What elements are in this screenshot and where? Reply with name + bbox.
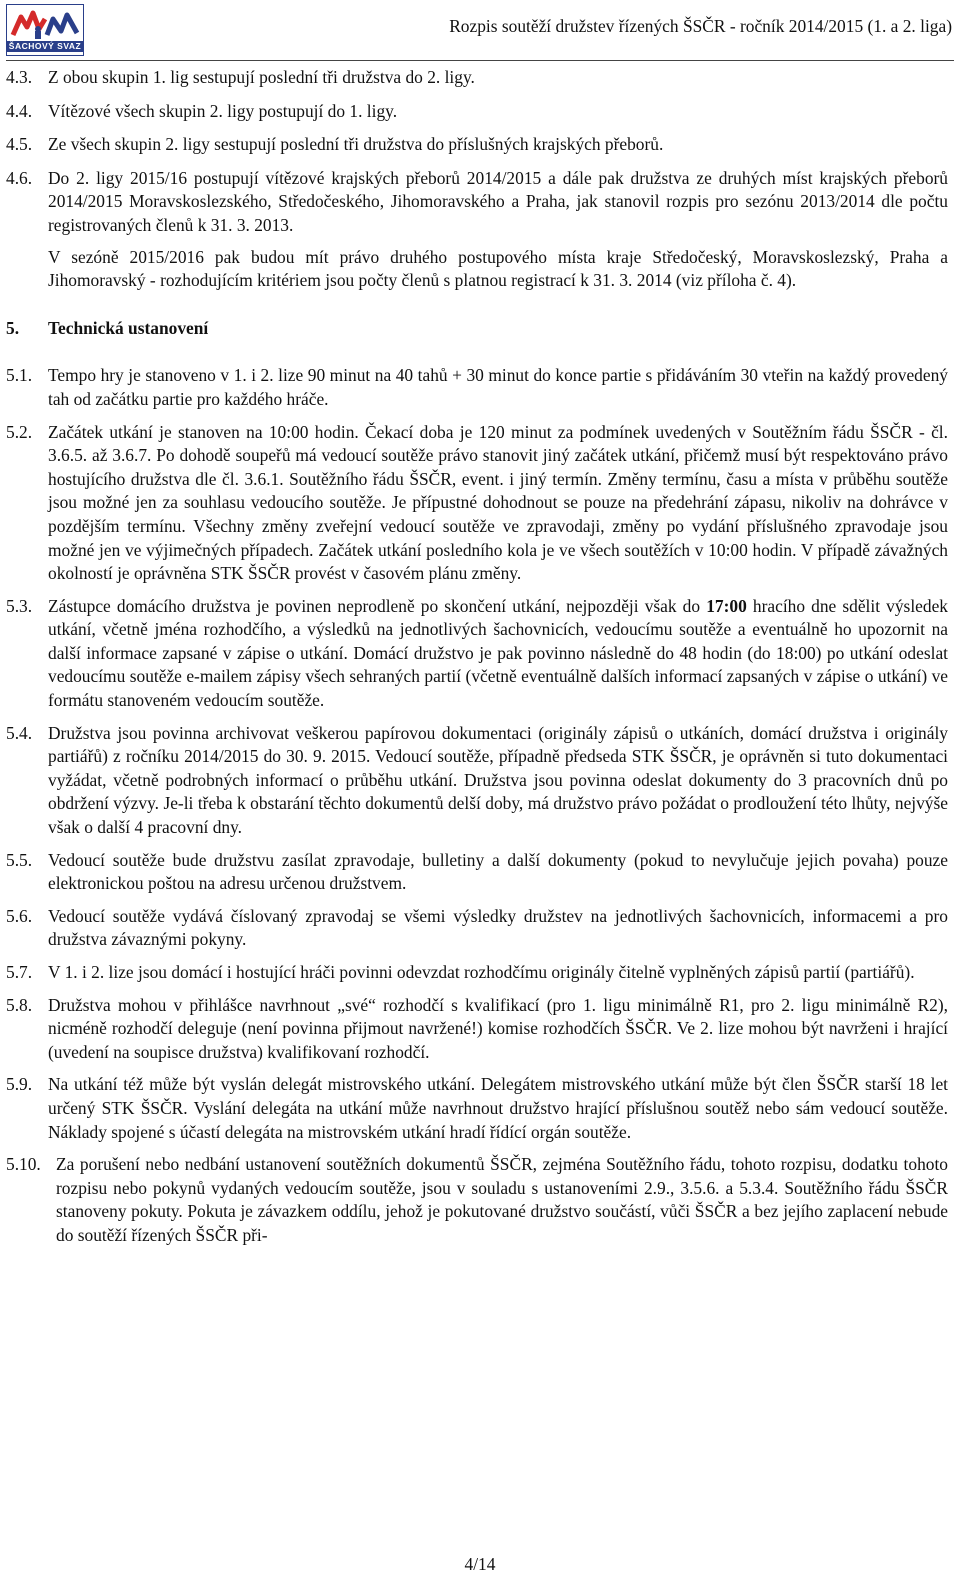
- clause-5-10: [6, 1153, 948, 1247]
- clause-text: Do 2. ligy 2015/16 postupují vítězové krajských přeborů 2014/2015 a dále pak družstva ze druhých míst krajských přeborů 2014/2015 Moravskoslezského, Středočeského, Jihomoravského a Praha, jak stanovil rozpis pro sezónu 2013/2014 dle počtu registrovaných členů k 31. 3. 2013.: [48, 167, 948, 235]
- clause-number: 4.6.: [6, 167, 33, 188]
- clause-5-4: [6, 722, 948, 840]
- clause-number: 5.1.: [6, 365, 33, 386]
- clause-text: Začátek utkání je stanoven na 10:00 hodin. Čekací doba je 120 minut za podmínek uvedených v Soutěžním řádu ŠSČR - čl. 3.6.5. až 3.6.7. Po dohodě soupeřů má vedoucí soutěže právo stanovit jiný začátek utkání, přičemž musí být respektováno právo hostujícího družstva dle čl. 3.6.1. Soutěžního řádu ŠSČR, event. i jiný termín. Změny termínu, času a místa v průběhu soutěže jsou možné jen za souhlasu vedoucího soutěže. Je přípustné dohodnout se pouze na předehrání zápasu, nikoliv na dohrávce v pozdějším termínu. Všechny změny zveřejní vedoucí soutěže ve zpravodaji, změny po vydání příslušného zpravodaje jsou možné jen ve výjimečných případech. Začátek utkání posledního kola je ve všech soutěžích v 10:00 hodin. V případě závažných okolností je oprávněna STK ŠSČR provést v časovém plánu změny.: [48, 421, 948, 584]
- clause-number: 4.5.: [6, 134, 33, 155]
- clause-4-3: [6, 66, 948, 90]
- clause-number: 5.10.: [6, 1154, 41, 1175]
- clause-5-3: [6, 595, 948, 713]
- clause-4-6-continued: V sezóně 2015/2016 pak budou mít právo druhého postupového místa kraje Středočeský, Moravskoslezský, Praha a Jihomoravský - rozhodujícím kritériem jsou počty členů s platnou registrací k 31. 3. 2014 (viz příloha č. 4).: [48, 246, 948, 291]
- clause-text: Tempo hry je stanoveno v 1. i 2. lize 90 minut na 40 tahů + 30 minut do konce partie s přidáváním 30 vteřin na každý provedený tah od začátku partie pro každého hráče.: [48, 365, 948, 409]
- document-title: Rozpis soutěží družstev řízených ŠSČR - ročník 2014/2015 (1. a 2. liga): [449, 16, 952, 36]
- clause-number: 5.6.: [6, 905, 33, 926]
- document-body: [6, 66, 948, 1248]
- clause-text: Družstva mohou v přihlášce navrhnout „své“ rozhodčí s kvalifikací (pro 1. ligu minimálně R1, pro 2. ligu minimálně R2), nicméně rozhodčí deleguje (není povinna přijmout navržené!) komise rozhodčích ŠSČR. Ve 2. lize mohou být navrženi i hrající (uvedení na soupisce družstva) kvalifikovaní rozhodčí.: [48, 994, 948, 1062]
- clause-text: Vedoucí soutěže vydává číslovaný zpravodaj se všemi výsledky družstev na jednotlivých šachovnicích, informacemi a pro družstva závaznými pokyny.: [48, 905, 948, 950]
- clause-text-part: hracího dne sdělit výsledek utkání, včetně jména rozhodčího, a výsledků na jednotlivých šachovnicích, vedoucímu soutěže a eventuálně ho upozornit na další informace zapsané v zápise o utkání. Domácí družstvo je pak povinno následně do 48 hodin (do 18:00) po utkání odeslat vedoucímu soutěže e-mailem zápisy všech sehraných partií (včetně eventuálně dalších informací zapsaných v zápise o utkání) ve formátu stanoveném vedoucím soutěže.: [48, 595, 948, 711]
- clause-5-7: [6, 961, 948, 985]
- clause-text: Z obou skupin 1. lig sestupují poslední tři družstva do 2. ligy.: [48, 67, 475, 87]
- chess-federation-logo-icon: [7, 5, 83, 45]
- header-divider: [6, 60, 954, 61]
- clause-number: 5.8.: [6, 994, 33, 1015]
- clause-5-8: [6, 994, 948, 1065]
- clause-5-2: [6, 421, 948, 586]
- clause-text: Ze všech skupin 2. ligy sestupují poslední tři družstva do příslušných krajských přeborů.: [48, 134, 664, 155]
- clause-4-6: [6, 167, 948, 238]
- clause-number: 4.3.: [6, 67, 33, 87]
- logo-text: ŠACHOVÝ SVAZ: [8, 41, 82, 51]
- clause-number: 5.9.: [6, 1074, 33, 1095]
- clause-text: Vítězové všech skupin 2. ligy postupují do 1. ligy.: [48, 100, 398, 121]
- clause-5-1: [6, 364, 948, 411]
- clause-number: 4.4.: [6, 100, 33, 121]
- clause-text-part: Zástupce domácího družstva je povinen neprodleně po skončení utkání, nejpozději však do: [48, 595, 707, 616]
- page-number: 4/14: [464, 1554, 496, 1574]
- clause-number: 5.2.: [6, 421, 33, 442]
- clause-4-5: [6, 133, 948, 157]
- deadline-time: 17:00: [706, 595, 747, 616]
- clause-text: V 1. i 2. lize jsou domácí i hostující hráči povinni odevzdat rozhodčímu originály čitelně vyplněných zápisů partií (partiářů).: [48, 962, 915, 982]
- chess-federation-logo: [6, 4, 84, 56]
- section-title: Technická ustanovení: [48, 317, 209, 338]
- clause-text: Družstva jsou povinna archivovat veškerou papírovou dokumentaci (originály zápisů o utkáních, domácí družstva i originály partiářů) z ročníku 2014/2015 do 30. 9. 2015. Vedoucí soutěže, případně předseda STK ŠSČR, je oprávněn si tuto dokumentaci vyžádat, včetně podrobných informací o průběhu utkání. Družstva jsou povinna odeslat dokumenty do 3 pracovních dnů po obdržení výzvy. Je-li třeba k obstarání těchto dokumentů delší doby, má družstvo právo požádat o prodloužení této lhůty, nejvýše však o další 4 pracovní dny.: [48, 722, 948, 838]
- clause-text: Vedoucí soutěže bude družstvu zasílat zpravodaje, bulletiny a další dokumenty (pokud to nevylučuje jejich povaha) pouze elektronickou poštou na adresu určenou družstvem.: [48, 849, 948, 894]
- clause-4-4: [6, 100, 948, 124]
- clause-number: 5.7.: [6, 962, 33, 982]
- clause-5-9: [6, 1073, 948, 1144]
- clause-5-5: [6, 849, 948, 896]
- section-number: 5.: [6, 317, 20, 338]
- clause-5-6: [6, 905, 948, 952]
- clause-text: Za porušení nebo nedbání ustanovení soutěžních dokumentů ŠSČR, zejména Soutěžního řádu, tohoto rozpisu, dodatku tohoto rozpisu nebo pokynů vydaných vedoucím soutěže, jsou v souladu s ustanoveními 2.9., 3.5.6. a 5.3.4. Soutěžního řádu ŠSČR stanoveny pokuty. Pokuta je závazkem oddílu, jehož je pokutované družstvo součástí, vůči ŠSČR a bez jejího zaplacení nebude do soutěží řízených ŠSČR při-: [56, 1154, 948, 1245]
- section-5-heading: [6, 317, 948, 341]
- page-header: [0, 0, 960, 62]
- clause-number: 5.4.: [6, 722, 33, 743]
- clause-number: 5.5.: [6, 849, 33, 870]
- clause-text: [48, 595, 948, 713]
- clause-number: 5.3.: [6, 595, 33, 616]
- clause-text: Na utkání též může být vyslán delegát mistrovského utkání. Delegátem mistrovského utkání může být člen ŠSČR starší 18 let určený STK ŠSČR. Vyslání delegáta na utkání může navrhnout družstvo hrající příslušnou soutěž nebo sám vedoucí soutěže. Náklady spojené s účastí delegáta na mistrovském utkání hradí řídící orgán soutěže.: [48, 1074, 948, 1142]
